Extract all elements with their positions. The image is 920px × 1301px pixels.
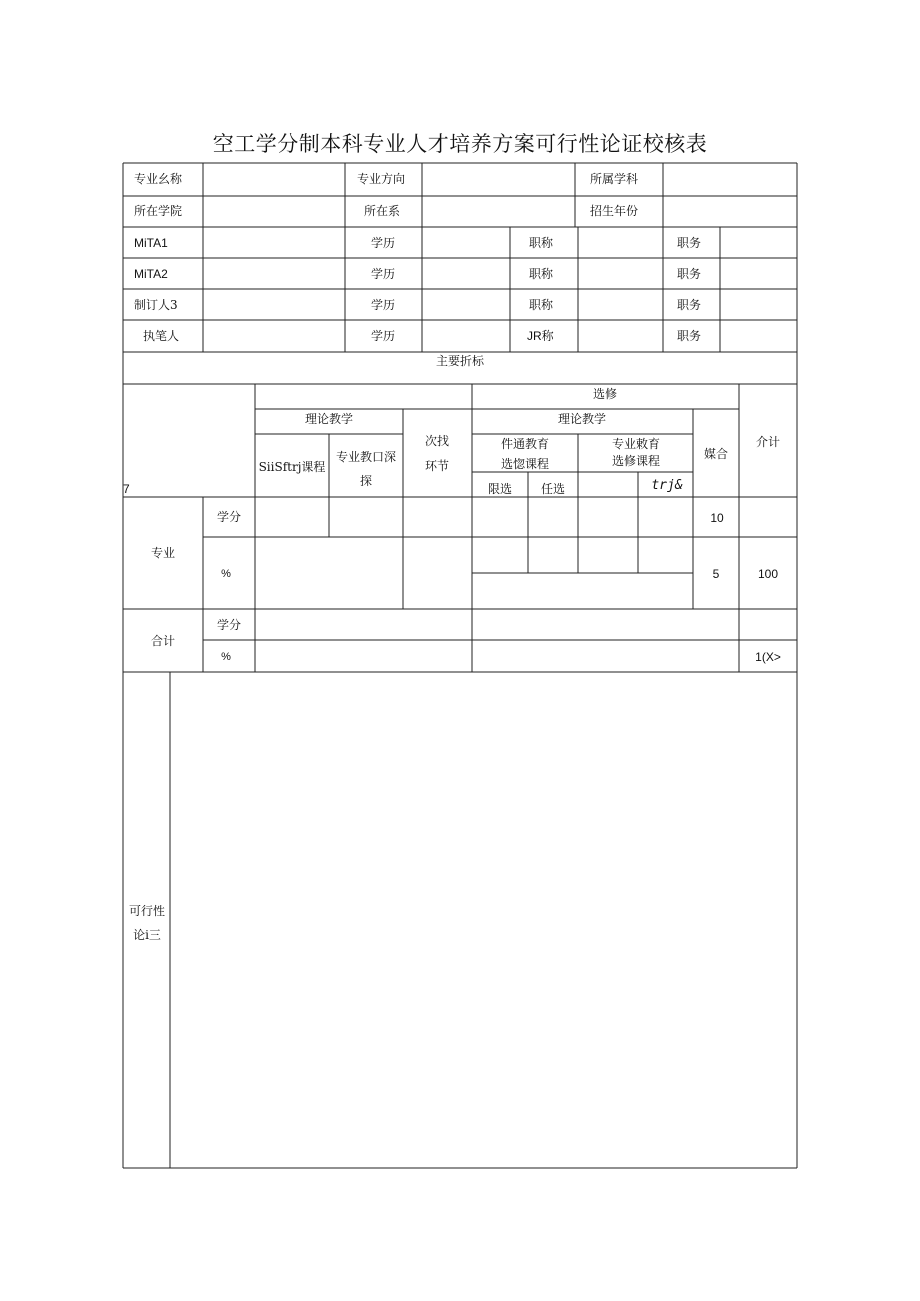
practice-label-2: 环节 [424, 459, 450, 473]
position-label: 职务 [677, 298, 702, 312]
combined-percent-value: 5 [712, 567, 720, 581]
optional-label: 任选 [540, 482, 566, 496]
limited-label: 限选 [487, 482, 513, 496]
garbled-label: trj& [651, 478, 683, 493]
general-edu-label-2: 选惚课程 [500, 457, 550, 471]
major-edu-label-1: 专业敕育 [611, 437, 661, 451]
basic-course-label: SiiSftrj课程 [258, 460, 326, 474]
elective-heading: 选修 [592, 387, 618, 401]
total-percent-value: 100 [757, 567, 779, 581]
education-label: 学历 [371, 298, 396, 312]
major-direction-label: 专业方向 [357, 172, 406, 186]
credit-label: 学分 [216, 510, 242, 524]
sum-row-label: 合计 [150, 634, 176, 648]
practice-label-1: 次找 [424, 434, 450, 448]
theory-right-heading: 理论教学 [557, 412, 607, 426]
title-label: 职称 [529, 236, 554, 250]
sum-percent-value: 1(X> [755, 650, 781, 664]
position-label: 职务 [677, 267, 702, 281]
major-name-label: 专业幺称 [134, 172, 183, 186]
person2-label: MiTA2 [134, 267, 168, 281]
title-label-alt: JR称 [527, 329, 554, 343]
person3-label: 制订人3 [134, 298, 178, 312]
major-course-label-1: 专业教口深 [335, 450, 397, 464]
education-label: 学历 [371, 236, 396, 250]
writer-label: 执笔人 [143, 329, 180, 343]
corner-mark: 7 [123, 482, 130, 496]
education-label: 学历 [371, 329, 396, 343]
form-title: 空工学分制本科专业人才培养方案可行性论证校核表 [212, 132, 708, 156]
major-edu-label-2: 选修课程 [611, 454, 661, 468]
person1-label: MiTA1 [134, 236, 168, 250]
education-label: 学历 [371, 267, 396, 281]
feasibility-label-2: 论i三 [133, 928, 161, 942]
major-course-label-2: 探 [359, 474, 373, 488]
feasibility-label-1: 可行性 [128, 904, 166, 918]
general-edu-label-1: 件通教育 [500, 437, 550, 451]
total-label: 介计 [755, 435, 781, 449]
combined-credit-value: 10 [710, 511, 724, 525]
enroll-year-label: 招生年份 [590, 204, 639, 218]
combined-label: 媒合 [703, 447, 729, 461]
position-label: 职务 [677, 236, 702, 250]
main-index-heading: 主要折标 [435, 354, 485, 368]
sum-credit-label: 学分 [216, 618, 242, 632]
position-label: 职务 [677, 329, 702, 343]
discipline-label: 所属学科 [590, 172, 639, 186]
theory-left-heading: 理论教学 [304, 412, 354, 426]
title-label: 职称 [529, 267, 554, 281]
department-label: 所在系 [364, 204, 401, 218]
percent-label: % [221, 568, 231, 580]
college-label: 所在学院 [134, 204, 183, 218]
major-row-label: 专业 [150, 546, 176, 560]
title-label: 职称 [529, 298, 554, 312]
sum-percent-label: % [221, 651, 231, 663]
